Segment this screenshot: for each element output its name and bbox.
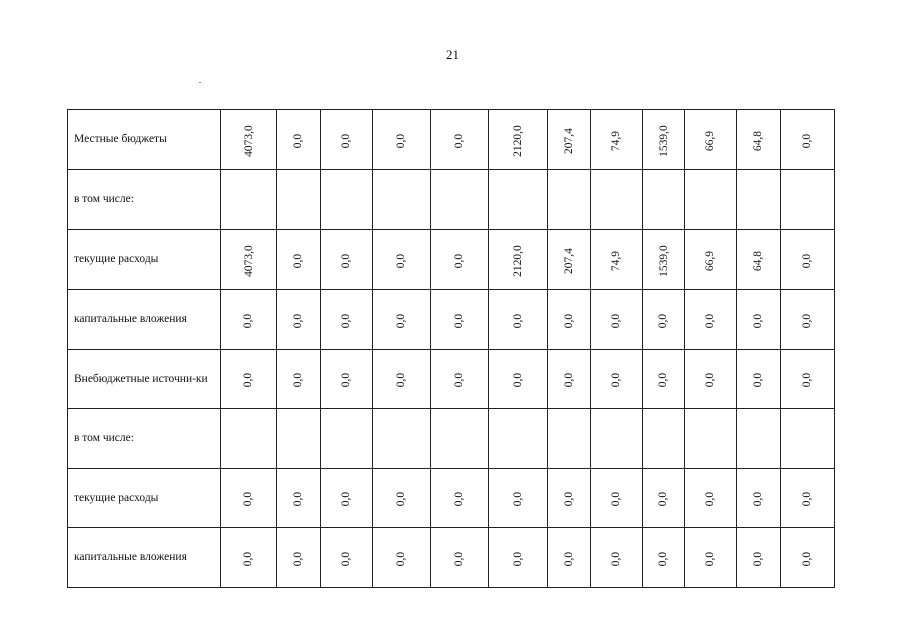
value-cell	[591, 469, 643, 528]
cell-value: 2120,0	[512, 244, 524, 277]
cell-value: 0,0	[704, 313, 717, 328]
cell-value: 0,0	[610, 551, 623, 566]
value-cell	[489, 528, 548, 588]
value-cell	[373, 110, 431, 170]
value-cell	[221, 528, 277, 588]
cell-value: 0,0	[657, 491, 670, 507]
value-cell	[489, 230, 548, 290]
value-cell	[221, 409, 277, 469]
cell-value: 0,0	[512, 551, 524, 566]
cell-value: 0,0	[340, 372, 353, 388]
cell-value: 0,0	[292, 551, 305, 566]
value-cell	[373, 350, 431, 409]
value-cell	[737, 350, 781, 409]
value-cell	[685, 409, 737, 469]
cell-value: 64,8	[752, 130, 765, 151]
value-cell	[221, 110, 277, 170]
cell-value: 0,0	[657, 313, 670, 328]
value-cell	[643, 110, 685, 170]
cell-value: 0,0	[242, 372, 255, 388]
cell-value: 1539,0	[657, 124, 670, 157]
cell-value: 0,0	[242, 551, 255, 566]
cell-value: 0,0	[395, 372, 408, 388]
value-cell	[781, 110, 835, 170]
value-cell	[737, 528, 781, 588]
cell-value: 0,0	[292, 133, 305, 148]
cell-value: 0,0	[395, 491, 408, 507]
cell-value: 0,0	[704, 551, 717, 566]
cell-value: 1539,0	[657, 244, 670, 277]
value-cell	[781, 409, 835, 469]
cell-value: 0,0	[292, 491, 305, 507]
value-cell	[591, 230, 643, 290]
value-cell	[221, 469, 277, 528]
cell-value: 0,0	[657, 372, 670, 388]
value-cell	[277, 528, 321, 588]
value-cell	[737, 409, 781, 469]
cell-value: 0,0	[610, 491, 623, 507]
value-cell	[277, 409, 321, 469]
cell-value: 0,0	[563, 491, 575, 507]
row-label: текущие расходы	[68, 230, 221, 290]
value-cell	[781, 170, 835, 230]
cell-value: 0,0	[752, 491, 765, 507]
table-row	[68, 290, 835, 350]
value-cell	[737, 110, 781, 170]
value-cell	[685, 110, 737, 170]
cell-value: 0,0	[395, 551, 408, 566]
row-label: Внебюджетные источни-ки	[68, 350, 221, 409]
cell-value: 0,0	[563, 372, 575, 388]
cell-value: 4073,0	[242, 244, 255, 277]
value-cell	[373, 170, 431, 230]
value-cell	[321, 528, 373, 588]
cell-value: 66,9	[704, 130, 717, 151]
value-cell	[489, 469, 548, 528]
page-number: 21	[446, 47, 459, 62]
value-cell	[591, 409, 643, 469]
row-label: в том числе:	[68, 170, 221, 230]
value-cell	[321, 290, 373, 350]
value-cell	[277, 290, 321, 350]
cell-value: 0,0	[453, 133, 466, 148]
cell-value: 0,0	[453, 372, 466, 388]
value-cell	[431, 290, 489, 350]
value-cell	[737, 170, 781, 230]
row-label: капитальные вложения	[68, 528, 221, 588]
cell-value: 0,0	[340, 253, 353, 268]
value-cell	[548, 230, 591, 290]
value-cell	[591, 170, 643, 230]
cell-value: 0,0	[610, 313, 623, 328]
value-cell	[431, 230, 489, 290]
value-cell	[221, 350, 277, 409]
cell-value: 0,0	[801, 313, 814, 328]
cell-value: 0,0	[340, 133, 353, 148]
cell-value: 0,0	[512, 491, 524, 507]
cell-value: 0,0	[801, 551, 814, 566]
cell-value: 0,0	[610, 372, 623, 388]
cell-value: 0,0	[453, 253, 466, 268]
value-cell	[321, 110, 373, 170]
value-cell	[373, 469, 431, 528]
cell-value: 4073,0	[242, 124, 255, 157]
value-cell	[643, 528, 685, 588]
value-cell	[221, 170, 277, 230]
table-row	[68, 350, 835, 409]
value-cell	[277, 350, 321, 409]
value-cell	[548, 528, 591, 588]
value-cell	[321, 350, 373, 409]
value-cell	[489, 409, 548, 469]
cell-value: 0,0	[292, 313, 305, 328]
cell-value: 0,0	[801, 372, 814, 388]
value-cell	[685, 290, 737, 350]
value-cell	[591, 350, 643, 409]
value-cell	[643, 409, 685, 469]
value-cell	[221, 290, 277, 350]
value-cell	[685, 528, 737, 588]
value-cell	[737, 230, 781, 290]
table-row	[68, 170, 835, 230]
value-cell	[277, 170, 321, 230]
value-cell	[431, 469, 489, 528]
table-row	[68, 230, 835, 290]
table-row	[68, 469, 835, 528]
value-cell	[781, 230, 835, 290]
cell-value: 0,0	[340, 551, 353, 566]
value-cell	[685, 170, 737, 230]
value-cell	[431, 350, 489, 409]
row-label: в том числе:	[68, 409, 221, 469]
value-cell	[685, 469, 737, 528]
cell-value: 0,0	[704, 491, 717, 507]
value-cell	[591, 110, 643, 170]
cell-value: 0,0	[453, 313, 466, 328]
value-cell	[548, 469, 591, 528]
cell-value: 66,9	[704, 250, 717, 271]
value-cell	[548, 350, 591, 409]
value-cell	[373, 409, 431, 469]
value-cell	[591, 290, 643, 350]
value-cell	[321, 469, 373, 528]
row-label: капитальные вложения	[68, 290, 221, 350]
cell-value: 0,0	[395, 253, 408, 268]
cell-value: 0,0	[752, 551, 765, 566]
value-cell	[548, 290, 591, 350]
value-cell	[685, 230, 737, 290]
cell-value: 0,0	[752, 313, 765, 328]
value-cell	[489, 110, 548, 170]
value-cell	[643, 290, 685, 350]
value-cell	[489, 170, 548, 230]
row-label: Местные бюджеты	[68, 110, 221, 170]
value-cell	[548, 110, 591, 170]
cell-value: 64,8	[752, 250, 765, 271]
value-cell	[548, 409, 591, 469]
table-row	[68, 409, 835, 469]
table-row	[68, 528, 835, 588]
row-label: текущие расходы	[68, 469, 221, 528]
value-cell	[431, 110, 489, 170]
cell-value: 0,0	[801, 491, 814, 507]
cell-value: 0,0	[512, 372, 524, 388]
value-cell	[781, 350, 835, 409]
cell-value: 0,0	[453, 491, 466, 507]
value-cell	[737, 469, 781, 528]
value-cell	[643, 350, 685, 409]
cell-value: 2120,0	[512, 124, 524, 157]
value-cell	[781, 469, 835, 528]
value-cell	[548, 170, 591, 230]
value-cell	[321, 230, 373, 290]
table-row	[68, 110, 835, 170]
value-cell	[221, 230, 277, 290]
cell-value: 0,0	[453, 551, 466, 566]
value-cell	[373, 528, 431, 588]
cell-value: 74,9	[610, 250, 623, 271]
value-cell	[737, 290, 781, 350]
value-cell	[643, 170, 685, 230]
cell-value: 74,9	[610, 130, 623, 151]
scan-speck	[199, 82, 201, 83]
value-cell	[373, 290, 431, 350]
cell-value: 0,0	[512, 313, 524, 328]
cell-value: 0,0	[801, 253, 814, 268]
budget-table	[67, 109, 835, 588]
value-cell	[643, 230, 685, 290]
cell-value: 0,0	[563, 551, 575, 566]
value-cell	[591, 528, 643, 588]
value-cell	[277, 110, 321, 170]
value-cell	[277, 230, 321, 290]
cell-value: 0,0	[242, 313, 255, 328]
value-cell	[431, 528, 489, 588]
cell-value: 207,4	[563, 127, 575, 154]
value-cell	[685, 350, 737, 409]
cell-value: 0,0	[340, 491, 353, 507]
value-cell	[321, 170, 373, 230]
cell-value: 0,0	[752, 372, 765, 388]
cell-value: 0,0	[292, 372, 305, 388]
value-cell	[643, 469, 685, 528]
cell-value: 0,0	[801, 133, 814, 148]
value-cell	[781, 290, 835, 350]
cell-value: 207,4	[563, 247, 575, 274]
cell-value: 0,0	[242, 491, 255, 507]
cell-value: 0,0	[395, 133, 408, 148]
cell-value: 0,0	[340, 313, 353, 328]
value-cell	[781, 528, 835, 588]
value-cell	[431, 170, 489, 230]
value-cell	[277, 469, 321, 528]
cell-value: 0,0	[704, 372, 717, 388]
cell-value: 0,0	[563, 313, 575, 328]
value-cell	[373, 230, 431, 290]
table-body	[68, 110, 835, 588]
value-cell	[431, 409, 489, 469]
value-cell	[489, 290, 548, 350]
cell-value: 0,0	[292, 253, 305, 268]
value-cell	[489, 350, 548, 409]
cell-value: 0,0	[395, 313, 408, 328]
cell-value: 0,0	[657, 551, 670, 566]
value-cell	[321, 409, 373, 469]
